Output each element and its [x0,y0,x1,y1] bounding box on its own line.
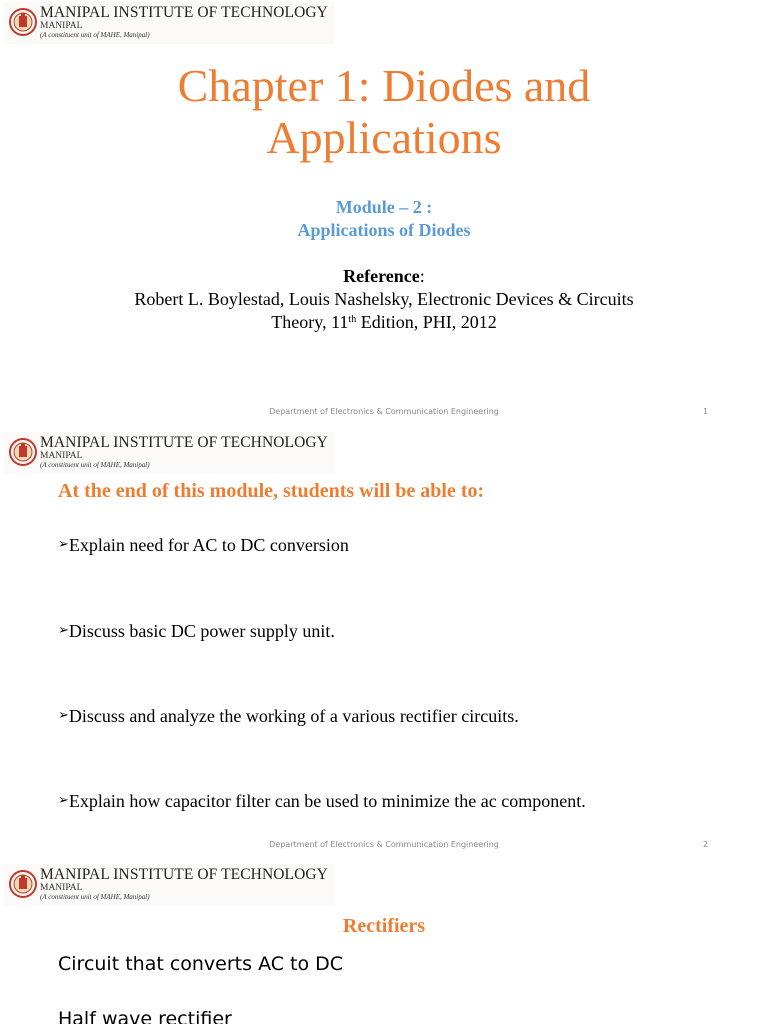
objective-text: Discuss and analyze the working of a various rectifier circuits. [68,706,519,726]
institute-header [4,864,334,906]
institute-header [4,432,334,474]
arrow-bullet-icon: ➢ [58,537,69,552]
arrow-bullet-icon: ➢ [58,708,69,723]
objective-bullet [58,535,349,556]
institute-constituent: (A constituent unit of MAHE, Manipal) [40,461,150,469]
institute-logo-icon [8,867,38,901]
objective-bullet [58,706,519,727]
slide-3 [0,862,768,1024]
reference-line-1: Robert L. Boylestad, Louis Nashelsky, Electronic Devices & Circuits [134,289,634,309]
reference-sup: th [348,314,357,325]
reference-heading [0,265,768,288]
slide-2 [0,430,768,862]
objective-bullet [58,791,586,812]
arrow-bullet-icon: ➢ [58,793,69,808]
chapter-title-line1: Chapter 1: Diodes and [177,60,591,111]
institute-constituent: (A constituent unit of MAHE, Manipal) [40,893,150,901]
section-title: Rectifiers [342,915,426,937]
definition-text: Circuit that converts AC to DC [58,953,344,975]
objective-text: Discuss basic DC power supply unit. [68,621,335,641]
reference-line-2 [0,311,768,334]
institute-city: MANIPAL [40,883,83,893]
chapter-title [0,60,768,164]
objective-text: Explain need for AC to DC conversion [68,535,349,555]
institute-city: MANIPAL [40,21,83,31]
reference-block [0,265,768,334]
slide-footer: Department of Electronics & Communication Engineering [269,407,499,416]
institute-name: MANIPAL INSTITUTE OF TECHNOLOGY [40,4,328,21]
institute-logo-icon [8,435,38,469]
reference-line-2a: Theory, 11 [271,312,349,332]
module-number: Module – 2 : [335,197,433,217]
institute-constituent: (A constituent unit of MAHE, Manipal) [40,31,150,39]
page-number: 1 [703,407,709,416]
institute-name: MANIPAL INSTITUTE OF TECHNOLOGY [40,866,328,883]
objective-text: Explain how capacitor filter can be used to minimize the ac component. [68,791,586,811]
objectives-heading: At the end of this module, students will be able to: [58,480,485,502]
module-subtitle [0,196,768,242]
half-wave-text: Half wave rectifier [58,1008,232,1024]
arrow-bullet-icon: ➢ [58,623,69,638]
chapter-title-line2: Applications [266,112,502,163]
reference-label: Reference [343,266,420,286]
slide-1 [0,0,768,430]
institute-city: MANIPAL [40,451,83,461]
page-number: 2 [703,840,709,849]
institute-header [4,2,334,44]
objective-bullet [58,621,335,642]
reference-line-2b: Edition, PHI, 2012 [356,312,497,332]
slide-footer: Department of Electronics & Communication Engineering [269,840,499,849]
module-name: Applications of Diodes [297,220,471,240]
institute-logo-icon [8,5,38,39]
institute-name: MANIPAL INSTITUTE OF TECHNOLOGY [40,434,328,451]
reference-colon: : [419,266,425,286]
